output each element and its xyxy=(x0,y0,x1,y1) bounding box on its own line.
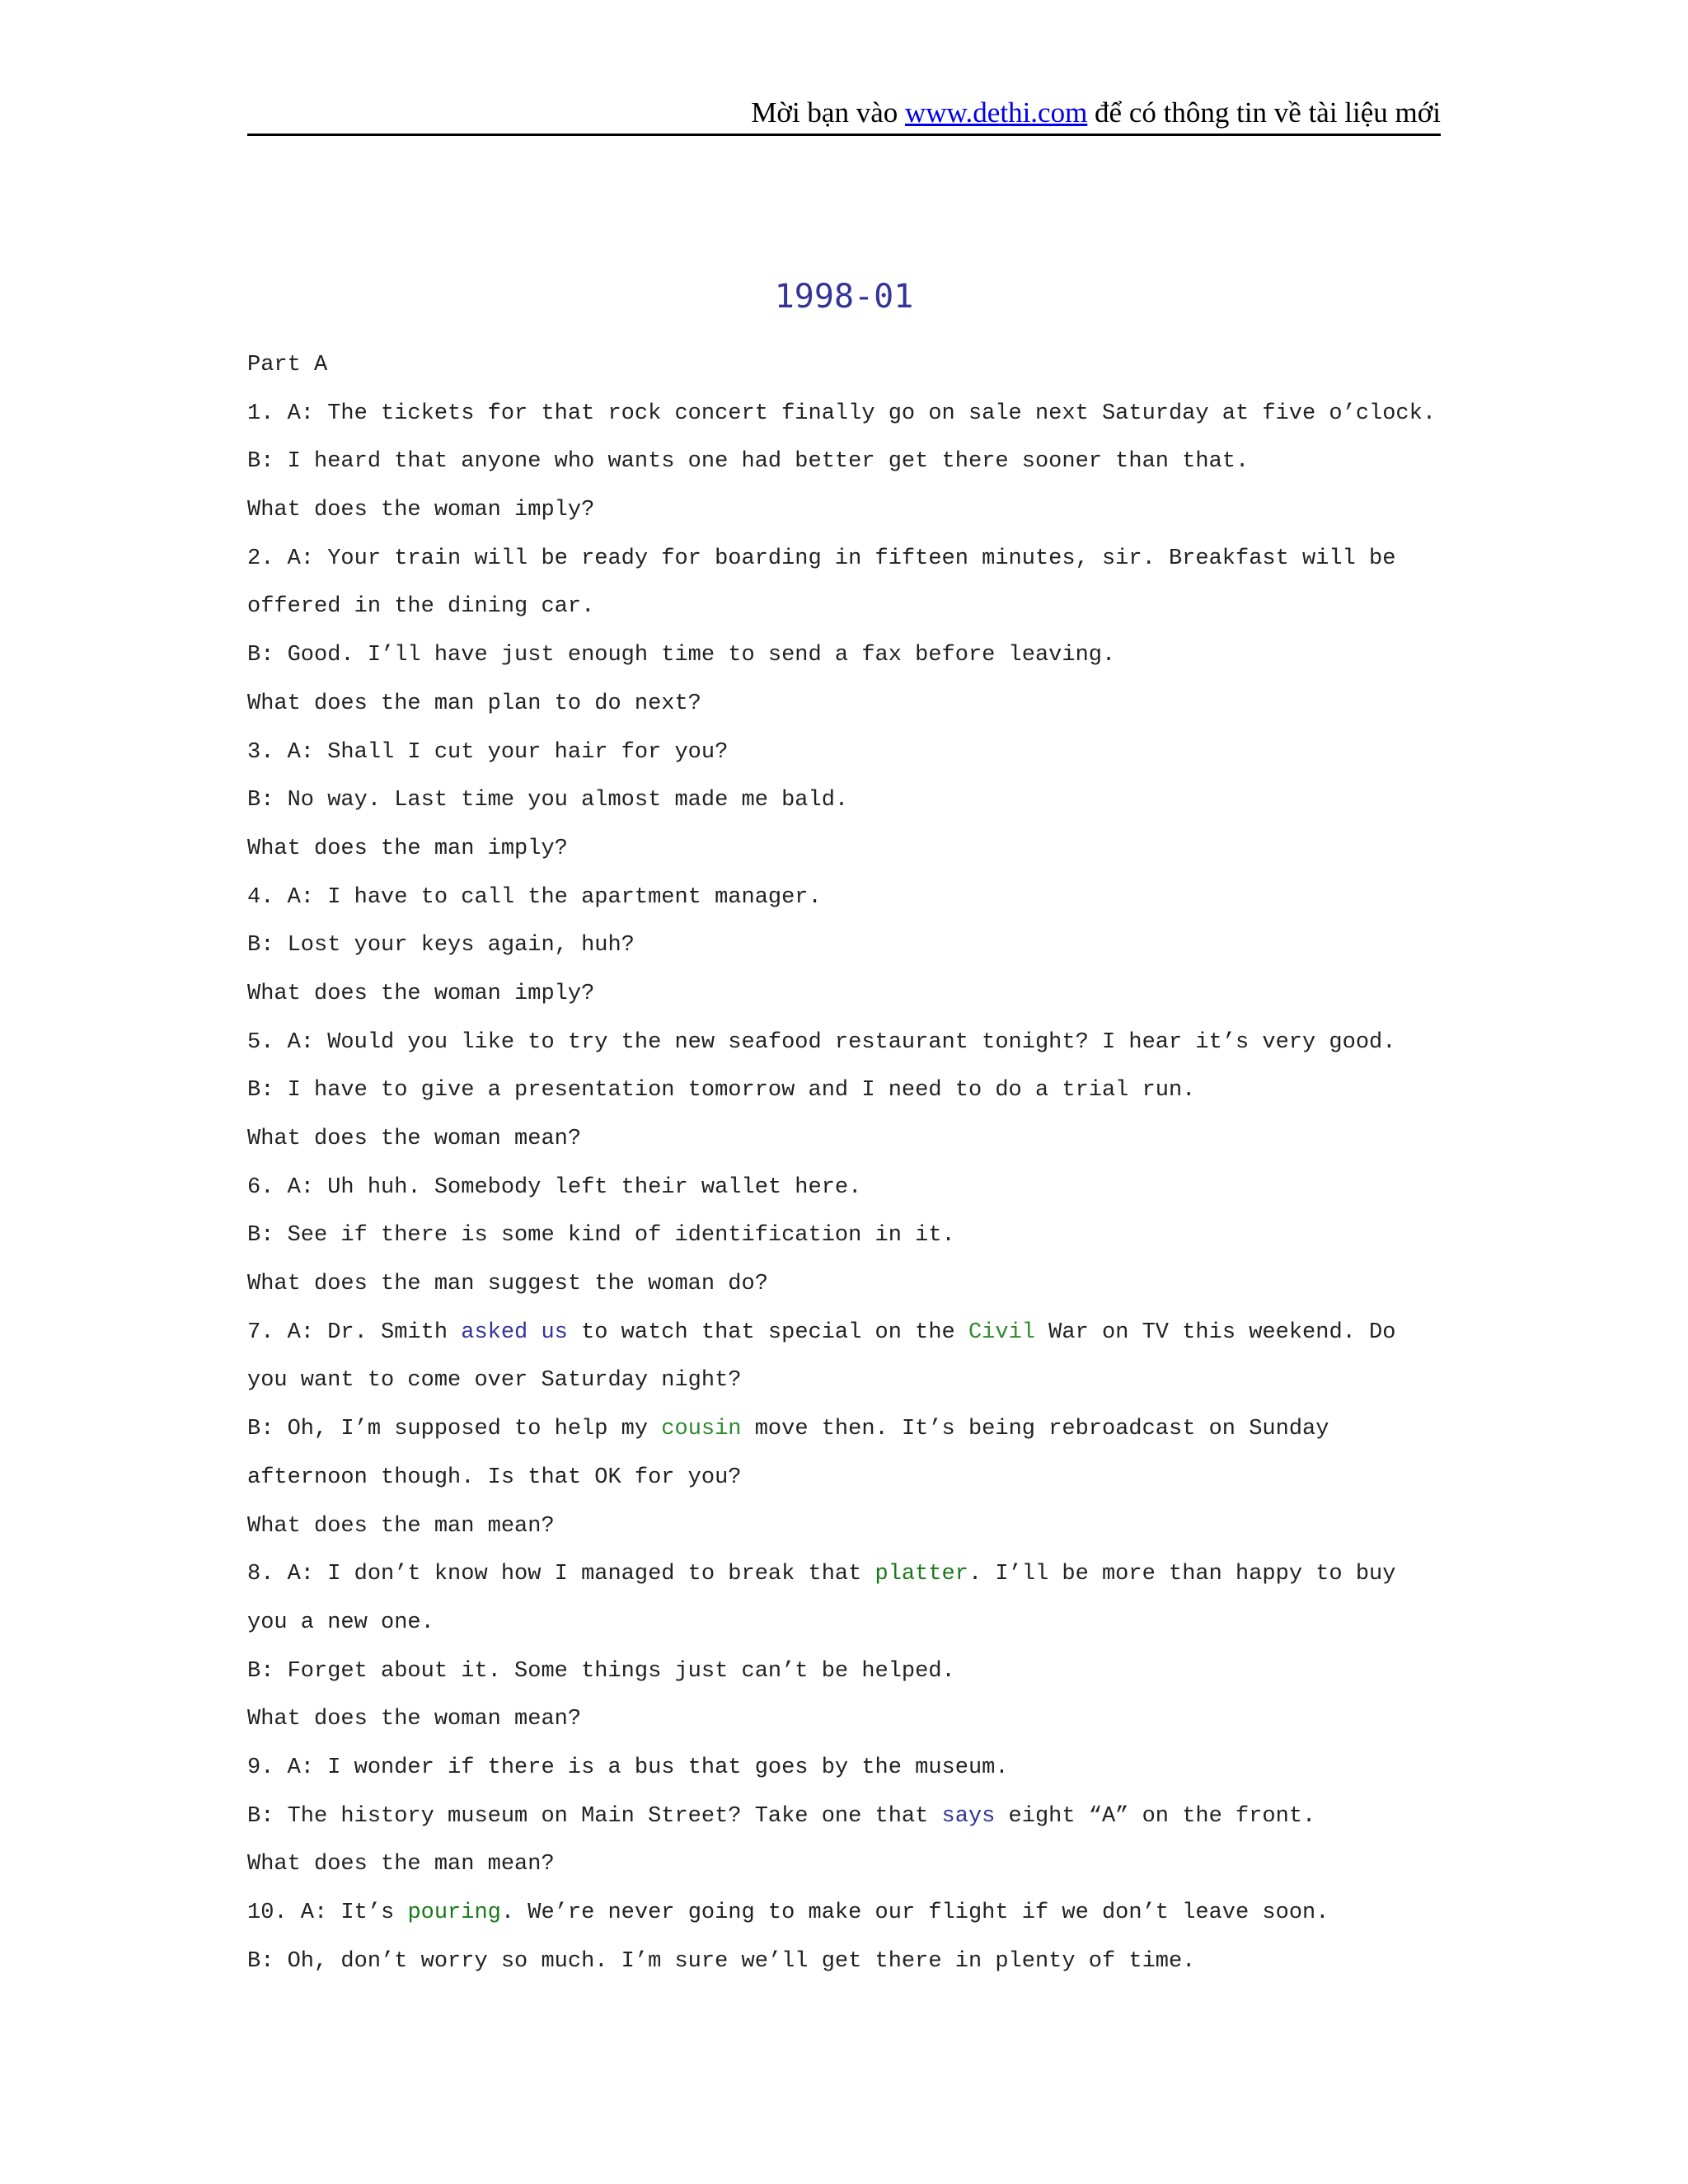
text-line: B: I heard that anyone who wants one had better get there sooner than that. xyxy=(247,449,1250,475)
text-line: B: See if there is some kind of identification in it. xyxy=(247,1223,955,1249)
text-line: What does the woman imply? xyxy=(247,498,595,523)
text-line: 5. A: Would you like to try the new seafood restaurant tonight? I hear it’s very good. xyxy=(247,1029,1396,1055)
text-line xyxy=(247,1405,1441,1454)
header-link[interactable]: www.dethi.com xyxy=(905,96,1088,129)
page-header xyxy=(247,92,1441,136)
text-line: B: Lost your keys again, huh? xyxy=(247,933,635,958)
text-line xyxy=(247,1309,1441,1357)
text-line: What does the man imply? xyxy=(247,836,568,861)
text-line: you a new one. xyxy=(247,1610,434,1635)
text-line: offered in the dining car. xyxy=(247,594,595,620)
highlighted-word: cousin xyxy=(661,1417,742,1442)
text-line: What does the man plan to do next? xyxy=(247,691,701,716)
text-line: What does the woman mean? xyxy=(247,1127,582,1151)
header-prefix: Mời bạn vào xyxy=(751,96,905,129)
document-body xyxy=(247,341,1441,1985)
text-segment: eight “A” on the front. xyxy=(995,1803,1316,1829)
text-line xyxy=(247,1550,1441,1599)
text-line xyxy=(247,1889,1441,1938)
text-line: 4. A: I have to call the apartment manager. xyxy=(247,884,822,910)
highlighted-word: Civil xyxy=(968,1319,1035,1345)
text-segment: move then. It’s being rebroadcast on Sunday xyxy=(741,1417,1329,1442)
text-segment: . We’re never going to make our flight if we don’t leave soon. xyxy=(500,1900,1329,1925)
text-line: 6. A: Uh huh. Somebody left their wallet here. xyxy=(247,1174,862,1200)
text-segment: B: Oh, I’m supposed to help my xyxy=(247,1417,662,1442)
text-line: What does the man mean? xyxy=(247,1513,555,1539)
text-segment: . I’ll be more than happy to buy xyxy=(968,1562,1396,1587)
document-title: 1998-01 xyxy=(774,278,914,316)
text-line: 3. A: Shall I cut your hair for you? xyxy=(247,739,729,765)
text-segment: 8. A: I don’t know how I managed to break that xyxy=(247,1562,875,1587)
text-line: B: I have to give a presentation tomorrow and I need to do a trial run. xyxy=(247,1078,1196,1104)
text-line: B: Forget about it. Some things just can’t be helped. xyxy=(247,1658,955,1684)
text-line xyxy=(247,1793,1441,1841)
text-line: What does the woman mean? xyxy=(247,1707,582,1732)
text-segment: to watch that special on the xyxy=(567,1319,968,1345)
section-heading: Part A xyxy=(247,353,328,377)
text-segment: B: The history museum on Main Street? Take one that xyxy=(247,1803,942,1829)
text-line: you want to come over Saturday night? xyxy=(247,1368,742,1394)
text-line: B: No way. Last time you almost made me bald. xyxy=(247,788,849,813)
highlighted-word: says xyxy=(941,1803,996,1829)
text-line: 1. A: The tickets for that rock concert finally go on sale next Saturday at five o’clock. xyxy=(247,401,1437,426)
highlighted-word: platter xyxy=(874,1562,968,1587)
highlighted-word: pouring xyxy=(407,1900,501,1925)
header-suffix: để có thông tin về tài liệu mới xyxy=(1087,96,1441,129)
text-line: afternoon though. Is that OK for you? xyxy=(247,1465,742,1490)
text-line: What does the man suggest the woman do? xyxy=(247,1272,768,1297)
text-line: B: Oh, don’t worry so much. I’m sure we’ll get there in plenty of time. xyxy=(247,1948,1196,1974)
text-line: B: Good. I’ll have just enough time to send a fax before leaving. xyxy=(247,643,1116,668)
text-line: What does the woman imply? xyxy=(247,981,595,1006)
text-line: 2. A: Your train will be ready for boarding in fifteen minutes, sir. Breakfast will be xyxy=(247,546,1396,571)
text-segment: 7. A: Dr. Smith xyxy=(247,1319,462,1345)
text-line: 9. A: I wonder if there is a bus that goes by the museum. xyxy=(247,1755,1009,1780)
text-segment: 10. A: It’s xyxy=(247,1900,408,1925)
text-segment: War on TV this weekend. Do xyxy=(1034,1319,1396,1345)
text-line: What does the man mean? xyxy=(247,1852,555,1877)
highlighted-word: asked us xyxy=(461,1319,568,1345)
